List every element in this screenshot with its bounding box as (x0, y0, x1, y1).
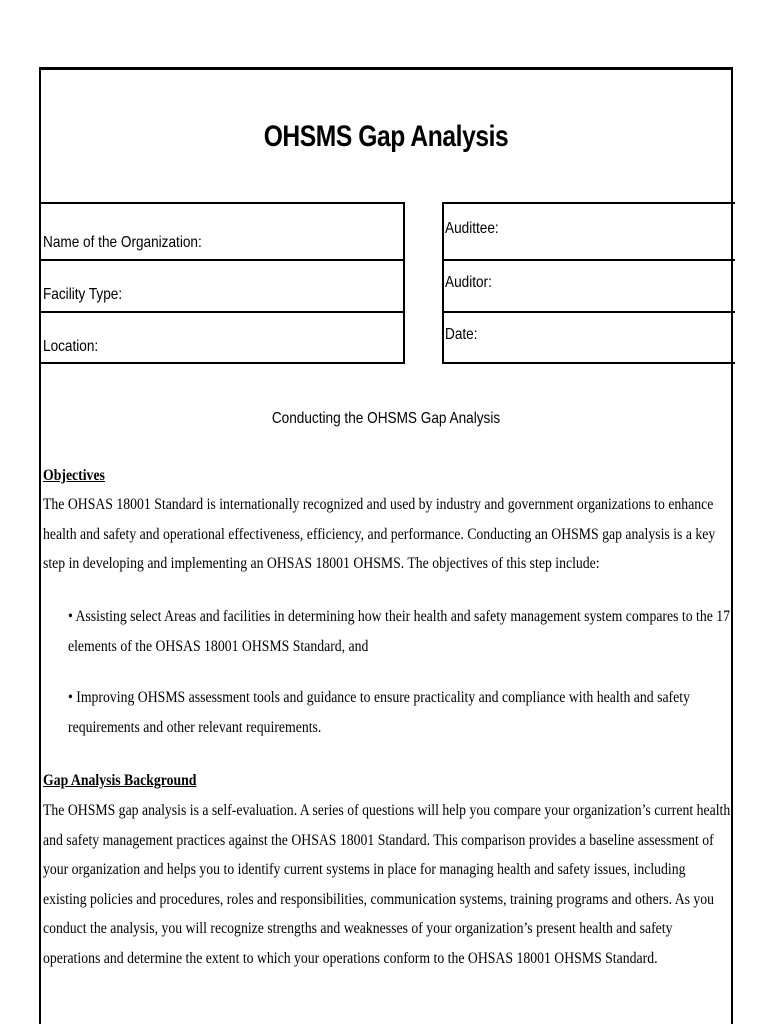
date-field[interactable]: Date: (445, 326, 478, 343)
form-divider (41, 362, 405, 364)
gap-analysis-sheet (39, 67, 733, 1024)
auditee-field[interactable]: Audittee: (445, 220, 499, 237)
form-divider (442, 311, 735, 313)
form-divider (41, 311, 405, 313)
objective-bullet: • Assisting select Areas and facilities in determining how their health and safety management system compares to the 17 elements of the OHSAS 18001 OHSMS Standard, and (68, 608, 731, 655)
page-title: OHSMS Gap Analysis (263, 120, 509, 153)
form-divider (442, 202, 444, 364)
organization-name-field[interactable]: Name of the Organization: (43, 234, 202, 251)
form-divider (442, 202, 735, 204)
objectives-paragraph: The OHSAS 18001 Standard is internationally recognized and used by industry and government organizations to enhance health and safety and operational effectiveness, efficiency, and performance. Conducting an OHSMS gap analysis is a key step in developing and implementing an OHSAS 18001 OHSMS. The objectives of this step include: (43, 496, 716, 572)
background-heading: Gap Analysis Background (43, 772, 197, 789)
background-paragraph: The OHSMS gap analysis is a self-evaluation. A series of questions will help you compare your organization’s current health and safety management practices against the OHSAS 18001 Standard. This comparison provides a baseline assessment of your organization and helps you to identify current systems in place for managing health and safety issues, including existing policies and procedures, roles and responsibilities, communication systems, training programs and others. As you conduct the analysis, you will recognize strengths and weaknesses of your organization’s present health and safety operations and determine the extent to which your operations conform to the OHSAS 18001 OHSMS Standard. (43, 802, 731, 967)
form-divider (41, 202, 405, 204)
objective-bullet: • Improving OHSMS assessment tools and guidance to ensure practicality and compliance with health and safety requirements and other relevant requirements. (68, 689, 690, 736)
section-title: Conducting the OHSMS Gap Analysis (271, 410, 501, 427)
form-divider (442, 362, 735, 364)
form-divider (403, 202, 405, 364)
objectives-heading: Objectives (43, 467, 105, 484)
form-divider (442, 259, 735, 261)
facility-type-field[interactable]: Facility Type: (43, 286, 123, 303)
auditor-field[interactable]: Auditor: (445, 274, 492, 291)
location-field[interactable]: Location: (43, 338, 99, 355)
form-divider (41, 259, 405, 261)
